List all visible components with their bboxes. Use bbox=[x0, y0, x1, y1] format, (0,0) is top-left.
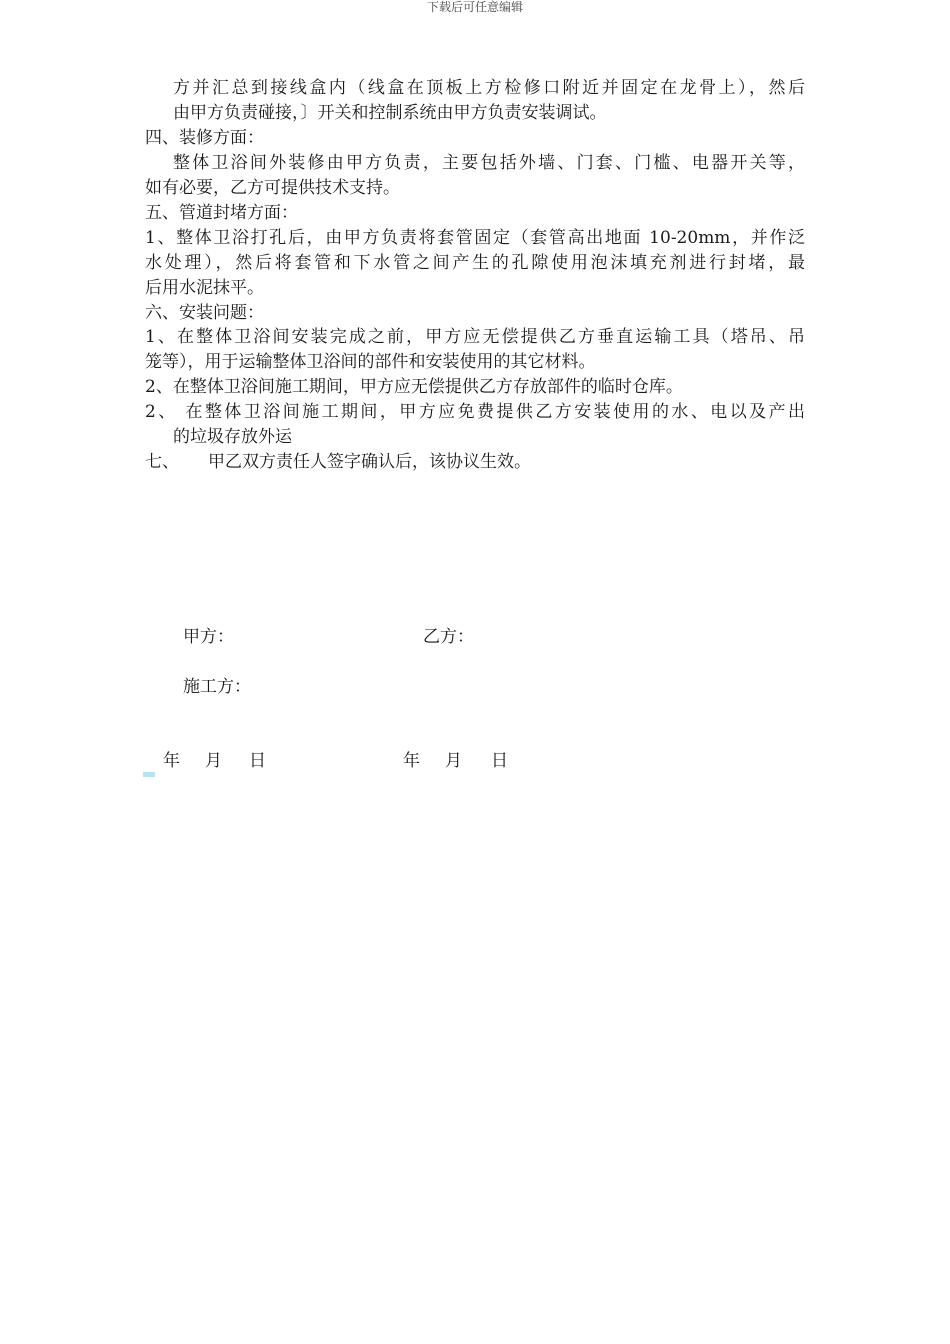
paragraph-line: 1、在整体卫浴间安装完成之前，甲方应无偿提供乙方垂直运输工具（塔吊、吊 bbox=[145, 327, 805, 347]
section-heading: 五、管道封堵方面： bbox=[145, 203, 298, 223]
date-b-month: 月 bbox=[445, 751, 462, 771]
section-heading: 七、 bbox=[145, 452, 179, 472]
paragraph-line: 笼等），用于运输整体卫浴间的部件和安装使用的其它材料。 bbox=[145, 352, 596, 372]
paragraph-line: 甲乙双方责任人签字确认后，该协议生效。 bbox=[208, 452, 531, 472]
party-b-label: 乙方： bbox=[423, 627, 474, 647]
date-b-day: 日 bbox=[491, 751, 508, 771]
paragraph-line: 后用水泥抹平。 bbox=[145, 278, 264, 298]
paragraph-line: 如有必要，乙方可提供技术支持。 bbox=[145, 178, 400, 198]
paragraph-line: 的垃圾存放外运 bbox=[173, 427, 292, 447]
paragraph-line: 整体卫浴间外装修由甲方负责，主要包括外墙、门套、门槛、电器开关等， bbox=[173, 153, 805, 173]
paragraph-line: 水处理），然后将套管和下水管之间产生的孔隙使用泡沫填充剂进行封堵，最 bbox=[145, 253, 805, 273]
header-note: 下载后可任意编辑 bbox=[426, 0, 523, 14]
paragraph-line: 2、 在整体卫浴间施工期间，甲方应免费提供乙方安装使用的水、电以及产出 bbox=[145, 402, 805, 422]
section-heading: 六、安装问题： bbox=[145, 303, 264, 323]
date-a-year: 年 bbox=[163, 751, 180, 771]
party-a-label: 甲方： bbox=[183, 627, 234, 647]
contractor-label: 施工方： bbox=[183, 677, 251, 697]
date-a-month: 月 bbox=[205, 751, 222, 771]
date-b-year: 年 bbox=[403, 751, 420, 771]
section-heading: 四、装修方面： bbox=[145, 128, 264, 148]
paragraph-line: 1、整体卫浴打孔后，由甲方负责将套管固定（套管高出地面 10-20mm，并作泛 bbox=[145, 228, 805, 248]
date-a-day: 日 bbox=[249, 751, 266, 771]
date-a bbox=[163, 751, 266, 771]
paragraph-line: 2、在整体卫浴间施工期间，甲方应无偿提供乙方存放部件的临时仓库。 bbox=[145, 377, 683, 397]
paragraph-line: 方并汇总到接线盒内（线盒在顶板上方检修口附近并固定在龙骨上），然后 bbox=[173, 78, 805, 98]
date-b bbox=[403, 751, 508, 771]
text-cursor-marker bbox=[143, 772, 155, 777]
paragraph-line: 由甲方负责碰接，〕开关和控制系统由甲方负责安装调试。 bbox=[173, 103, 607, 123]
